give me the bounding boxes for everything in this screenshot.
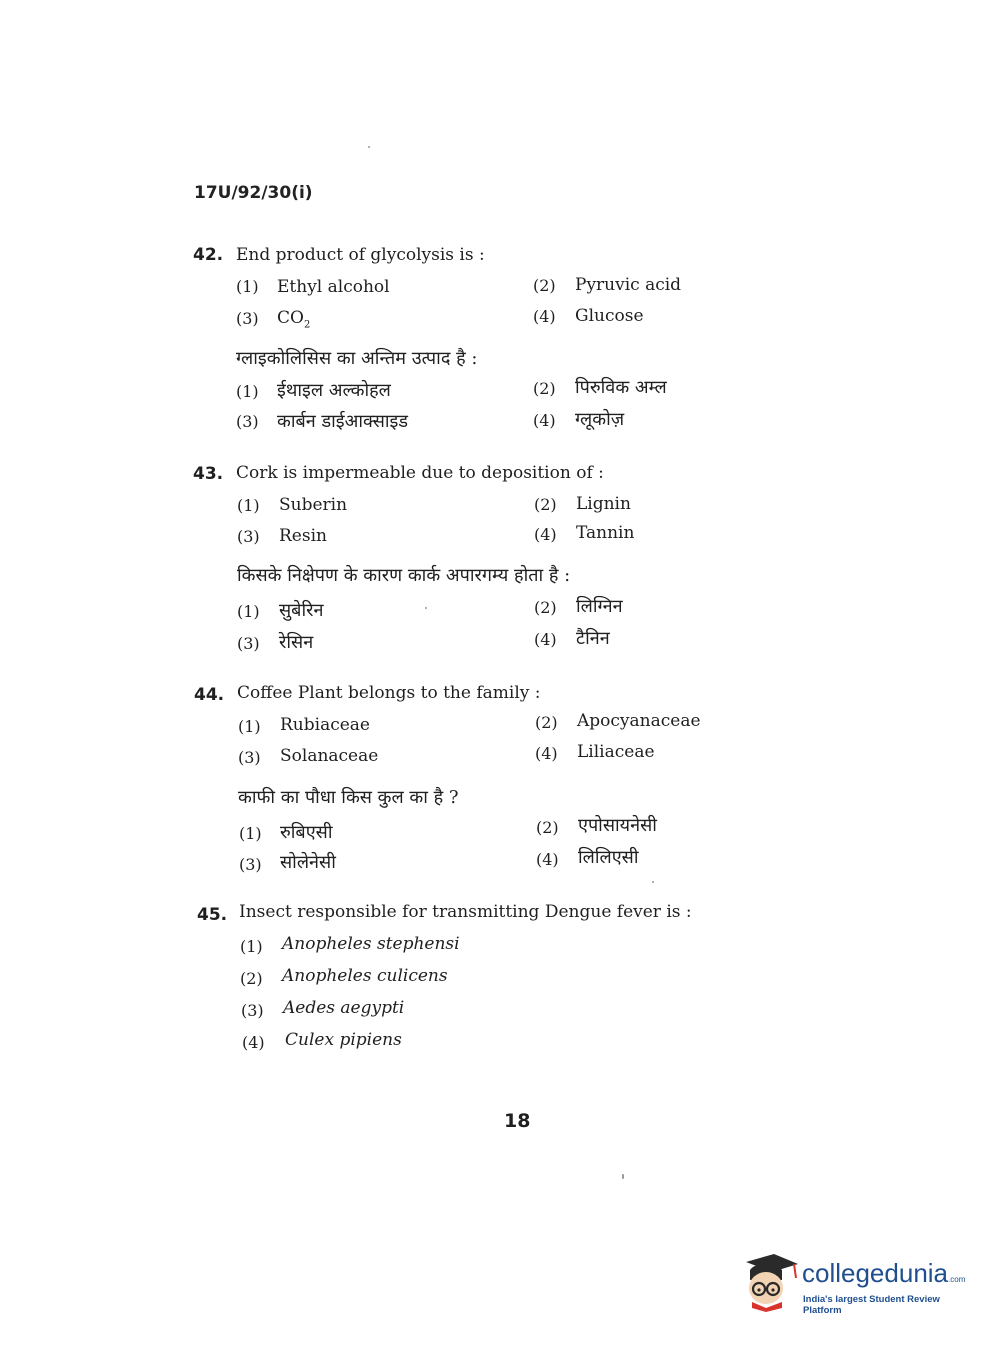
option-text: Anopheles stephensi — [282, 934, 460, 954]
option-number: (4) — [533, 411, 556, 430]
option-text: लिलिएसी — [578, 847, 639, 868]
option-text: Tannin — [576, 523, 635, 543]
option-text: Ethyl alcohol — [277, 277, 390, 297]
option-number: (2) — [533, 379, 556, 398]
option-text: Suberin — [279, 495, 348, 515]
option-number: (2) — [533, 276, 556, 295]
option-number: (3) — [236, 412, 259, 431]
question-text-en: End product of glycolysis is : — [236, 245, 485, 265]
brand-tagline: India's largest Student Review Platform — [803, 1294, 940, 1316]
option-number: (2) — [240, 969, 263, 988]
question-number: 45. — [197, 905, 228, 925]
option-text: Lignin — [576, 494, 631, 514]
option-text: ग्लूकोज़ — [575, 409, 625, 430]
option-number: (4) — [534, 525, 557, 544]
option-text: ईथाइल अल्कोहल — [277, 380, 391, 401]
option-text: एपोसायनेसी — [578, 815, 657, 836]
question-number: 42. — [193, 245, 224, 265]
option-text: कार्बन डाईआक्साइड — [277, 411, 409, 432]
option-number: (3) — [241, 1001, 264, 1020]
option-number: (3) — [238, 748, 261, 767]
option-text: Resin — [279, 526, 327, 546]
option-number: (1) — [236, 277, 259, 296]
scan-speck — [622, 1174, 624, 1179]
option-number: (3) — [237, 527, 260, 546]
option-number: (2) — [534, 598, 557, 617]
option-number: (2) — [536, 818, 559, 837]
paper-code: 17U/92/30(i) — [194, 183, 313, 203]
watermark-logo — [742, 1252, 968, 1316]
question-text-en: Cork is impermeable due to deposition of : — [236, 463, 604, 483]
question-number: 44. — [194, 685, 225, 705]
option-text: Anopheles culicens — [282, 966, 448, 986]
option-text: Solanaceae — [280, 746, 379, 766]
option-text: Liliaceae — [577, 742, 655, 762]
option-text: Glucose — [575, 306, 644, 326]
question-text-hi: ग्लाइकोलिसिस का अन्तिम उत्पाद है : — [236, 348, 478, 369]
option-text: रुबिएसी — [280, 822, 333, 843]
option-number: (2) — [534, 495, 557, 514]
question-text-hi: काफी का पौधा किस कुल का है ? — [238, 787, 459, 808]
option-text: Apocyanaceae — [577, 711, 701, 731]
scan-speck — [652, 881, 654, 883]
option-number: (1) — [237, 602, 260, 621]
option-text: Aedes aegypti — [283, 998, 405, 1018]
option-text: रेसिन — [279, 632, 314, 653]
option-number: (3) — [239, 855, 262, 874]
option-text: Pyruvic acid — [575, 275, 682, 295]
brand-name: collegedunia.com — [802, 1258, 966, 1288]
option-number: (1) — [240, 937, 263, 956]
option-number: (1) — [238, 717, 261, 736]
option-text: सोलेनेसी — [280, 852, 336, 873]
option-text: टैनिन — [576, 628, 610, 649]
option-number: (3) — [237, 634, 260, 653]
option-number: (1) — [236, 382, 259, 401]
option-number: (1) — [237, 496, 260, 515]
option-number: (4) — [242, 1033, 265, 1052]
option-number: (4) — [533, 307, 556, 326]
option-text: Rubiaceae — [280, 715, 370, 735]
question-text-en: Insect responsible for transmitting Dengue fever is : — [239, 902, 692, 922]
option-number: (4) — [534, 630, 557, 649]
option-number: (4) — [535, 744, 558, 763]
question-text-en: Coffee Plant belongs to the family : — [237, 683, 541, 703]
option-text: लिग्निन — [576, 596, 623, 617]
option-text: Culex pipiens — [285, 1030, 402, 1050]
scan-speck — [368, 146, 370, 148]
option-number: (4) — [536, 850, 559, 869]
option-text: सुबेरिन — [279, 600, 324, 621]
option-number: (1) — [239, 824, 262, 843]
option-number: (2) — [535, 713, 558, 732]
option-text: पिरुविक अम्ल — [575, 377, 667, 398]
option-text: $CO_2$ — [277, 308, 311, 331]
question-text-hi: किसके निक्षेपण के कारण कार्क अपारगम्य होता है : — [237, 565, 571, 586]
question-number: 43. — [193, 464, 224, 484]
page-number: 18 — [504, 1110, 531, 1132]
scan-speck — [425, 607, 427, 609]
mascot-icon — [742, 1252, 800, 1312]
option-number: (3) — [236, 309, 259, 328]
